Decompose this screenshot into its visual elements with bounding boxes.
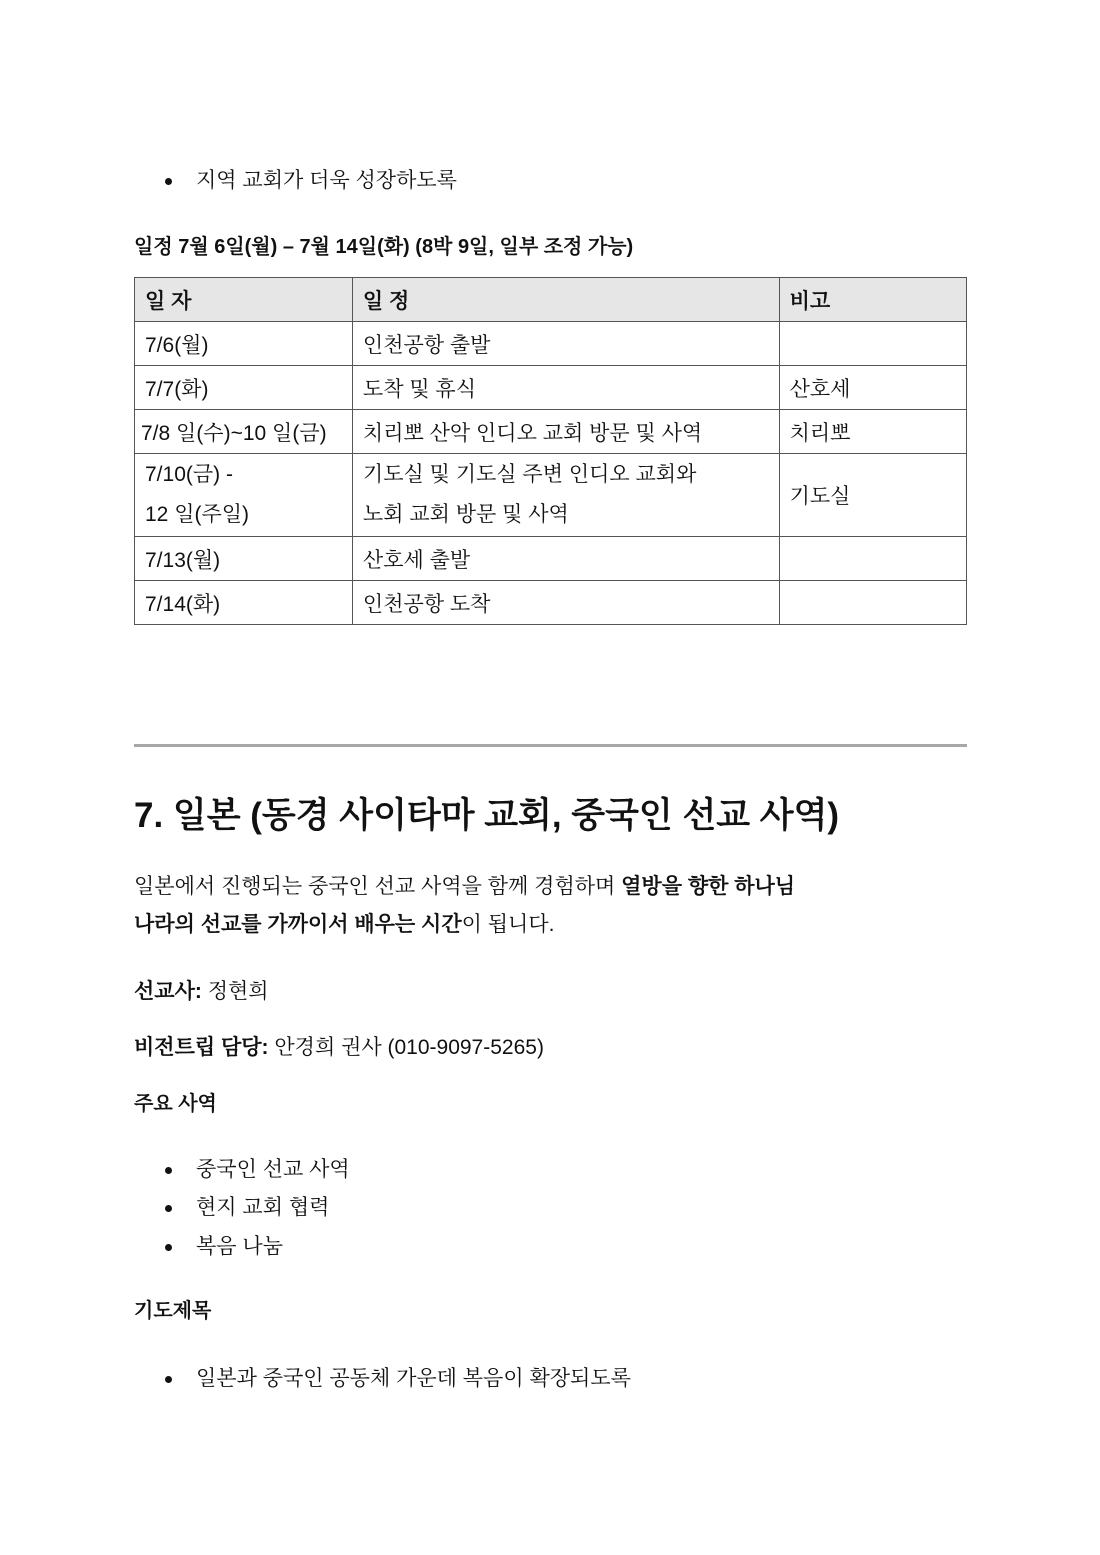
missionary-line — [134, 975, 269, 1005]
cell-plan: 인천공항 도착 — [352, 581, 779, 625]
cell-plan — [352, 454, 779, 537]
list-item — [165, 1191, 329, 1221]
cell-date: 7/6(월) — [135, 322, 353, 366]
bullet-icon — [165, 1167, 172, 1174]
list-item-text: 현지 교회 협력 — [196, 1196, 330, 1219]
table-row — [135, 410, 967, 454]
table-header-row — [135, 278, 967, 322]
cell-date: 7/13(월) — [135, 537, 353, 581]
list-item-text: 복음 나눔 — [196, 1235, 283, 1258]
cell-note — [779, 537, 966, 581]
contact-line — [134, 1031, 544, 1061]
list-item-text: 중국인 선교 사역 — [196, 1158, 350, 1181]
list-item — [165, 1153, 350, 1183]
ministry-heading: 주요 사역 — [134, 1093, 217, 1115]
cell-date: 7/7(화) — [135, 366, 353, 410]
contact-label: 비전트립 담당: — [134, 1036, 269, 1059]
cell-plan: 도착 및 휴식 — [352, 366, 779, 410]
section-intro — [134, 868, 795, 944]
list-item-text: 지역 교회가 더욱 성장하도록 — [196, 169, 457, 192]
header-plan: 일 정 — [352, 278, 779, 322]
list-item-text: 일본과 중국인 공동체 가운데 복음이 확장되도록 — [196, 1367, 631, 1390]
cell-plan-line: 노회 교회 방문 및 사역 — [362, 503, 569, 526]
contact-value: 안경희 권사 (010-9097-5265) — [274, 1036, 544, 1059]
cell-plan-line: 기도실 및 기도실 주변 인디오 교회와 — [362, 463, 697, 486]
table-row — [135, 366, 967, 410]
intro-bold-text: 나라의 선교를 가까이서 배우는 시간 — [134, 913, 462, 936]
table-row — [135, 581, 967, 625]
cell-date-line: 7/10(금) - — [145, 463, 233, 486]
schedule-heading: 일정 7월 6일(월) – 7월 14일(화) (8박 9일, 일부 조정 가능) — [134, 236, 634, 258]
cell-note: 기도실 — [779, 454, 966, 537]
cell-plan: 인천공항 출발 — [352, 322, 779, 366]
intro-bold-text: 열방을 향한 하나님 — [621, 875, 796, 898]
header-date: 일 자 — [135, 278, 353, 322]
cell-plan: 산호세 출발 — [352, 537, 779, 581]
cell-note — [779, 322, 966, 366]
table-row — [135, 454, 967, 537]
missionary-value: 정현희 — [207, 980, 269, 1003]
cell-date: 7/14(화) — [135, 581, 353, 625]
bullet-icon — [165, 178, 172, 185]
section-title: 7. 일본 (동경 사이타마 교회, 중국인 선교 사역) — [134, 796, 840, 835]
cell-date — [135, 454, 353, 537]
cell-note — [779, 581, 966, 625]
table-row — [135, 322, 967, 366]
list-item — [165, 1230, 283, 1260]
schedule-table — [134, 277, 967, 625]
header-note: 비고 — [779, 278, 966, 322]
list-item — [165, 164, 457, 194]
list-item — [165, 1362, 631, 1392]
prayer-heading: 기도제목 — [134, 1300, 212, 1322]
cell-note: 치리뽀 — [779, 410, 966, 454]
table-row — [135, 537, 967, 581]
intro-text: 일본에서 진행되는 중국인 선교 사역을 함께 경험하며 — [134, 875, 622, 898]
bullet-icon — [165, 1205, 172, 1212]
cell-date: 7/8 일(수)~10 일(금) — [135, 410, 353, 454]
cell-date-line: 12 일(주일) — [145, 503, 250, 526]
bullet-icon — [165, 1376, 172, 1383]
missionary-label: 선교사: — [134, 980, 202, 1003]
bullet-icon — [165, 1244, 172, 1251]
cell-note: 산호세 — [779, 366, 966, 410]
section-divider — [134, 744, 967, 747]
cell-plan: 치리뽀 산악 인디오 교회 방문 및 사역 — [352, 410, 779, 454]
intro-text: 이 됩니다. — [461, 913, 555, 936]
